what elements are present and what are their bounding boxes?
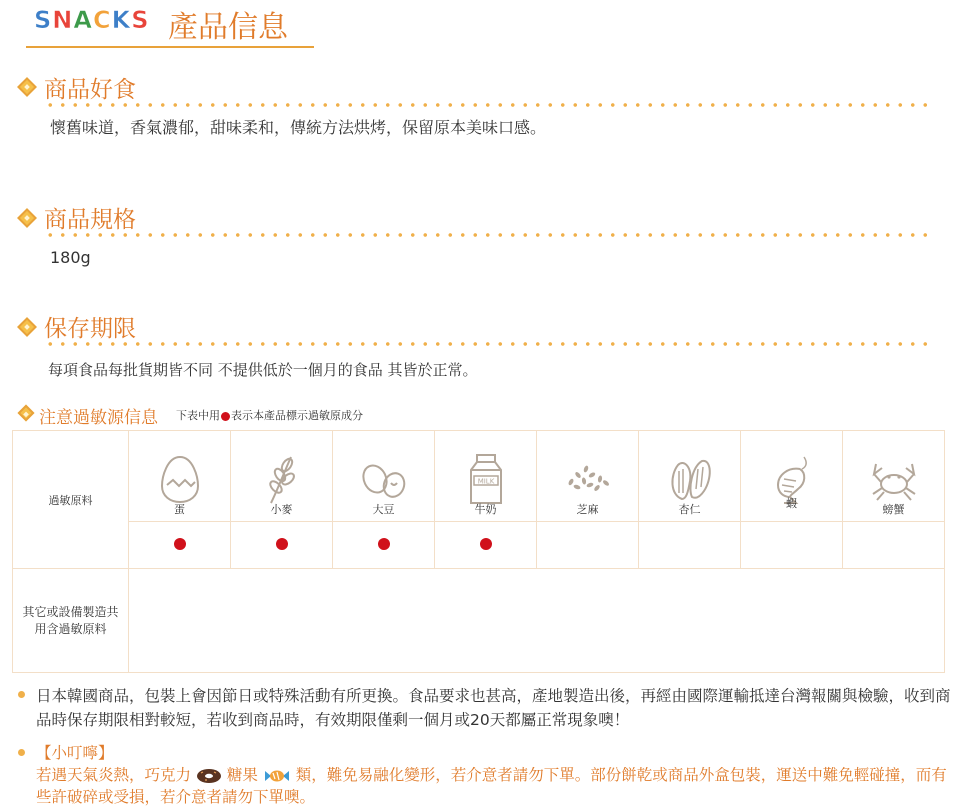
allergen-mark-shrimp bbox=[741, 522, 843, 569]
allergen-name: 小麥 bbox=[270, 503, 293, 516]
logo-letter: K bbox=[111, 6, 132, 34]
soybean-icon bbox=[358, 453, 410, 505]
reminder-part3: 類，難免易融化變形，若介意者請勿下單。部份餅乾或商品外盒包裝，運送中難免輕碰撞，而有些許破碎或受損，若介意者請勿下單噢。 bbox=[36, 766, 947, 806]
snacks-logo bbox=[34, 6, 150, 34]
logo-letter: N bbox=[52, 6, 74, 34]
allergy-legend bbox=[176, 407, 363, 423]
dotted-divider bbox=[44, 103, 928, 107]
allergen-cell-almond bbox=[639, 431, 741, 522]
row-label-shared-equipment: 其它或設備製造共用含過敏原料 bbox=[13, 569, 129, 673]
allergen-cell-crab bbox=[843, 431, 945, 522]
shared-equipment-cell bbox=[129, 569, 945, 673]
red-dot-icon bbox=[378, 538, 390, 550]
reminder-part1: 若遇天氣炎熱，巧克力 bbox=[36, 766, 192, 784]
import-note: 日本韓國商品，包裝上會因節日或特殊活動有所更換。食品要求也甚高，產地製造出後，再經由國際運輸抵達台灣報關與檢驗，收到商品時保存期限相對較短，若收到商品時，有效期限僅剩一個月或20天都屬正常現象噢！ bbox=[36, 687, 951, 729]
red-dot-icon bbox=[480, 538, 492, 550]
section-body-spec: 180g bbox=[50, 248, 91, 267]
milk-label: MILK bbox=[477, 477, 494, 486]
dotted-divider bbox=[44, 233, 928, 237]
allergen-cell-egg bbox=[129, 431, 231, 522]
allergy-legend-after: 表示本產品標示過敏原成分 bbox=[231, 409, 363, 422]
diamond-bullet-icon bbox=[17, 77, 37, 97]
diamond-bullet-icon bbox=[18, 405, 35, 422]
almond-icon bbox=[664, 453, 716, 505]
logo-letter: C bbox=[92, 6, 112, 34]
note-bullet bbox=[18, 691, 25, 698]
allergen-cell-milk bbox=[435, 431, 537, 522]
allergen-mark-crab bbox=[843, 522, 945, 569]
red-dot-icon bbox=[276, 538, 288, 550]
allergen-mark-milk bbox=[435, 522, 537, 569]
allergen-cell-wheat bbox=[231, 431, 333, 522]
crab-icon bbox=[868, 456, 920, 502]
section-title-shelf-life: 保存期限 bbox=[44, 316, 136, 342]
allergen-name: 芝麻 bbox=[576, 503, 599, 516]
section-title-spec: 商品規格 bbox=[44, 207, 136, 233]
section-body-shelf-life: 每項食品每批貨期皆不同 不提供低於一個月的食品 其皆於正常。 bbox=[48, 361, 478, 379]
allergy-title: 注意過敏源信息 bbox=[39, 408, 158, 428]
reminder-part2: 糖果 bbox=[226, 766, 258, 784]
reminder-title: 【小叮嚀】 bbox=[36, 744, 114, 762]
allergen-mark-wheat bbox=[231, 522, 333, 569]
allergen-name: 蝦 bbox=[786, 497, 797, 510]
section-body-good-food: 懷舊味道，香氣濃郁，甜味柔和，傳統方法烘烤，保留原本美味口感。 bbox=[50, 118, 547, 137]
allergy-legend-before: 下表中用 bbox=[176, 409, 220, 422]
allergen-mark-soybean bbox=[333, 522, 435, 569]
allergen-cell-sesame bbox=[537, 431, 639, 522]
candy-icon bbox=[263, 769, 291, 783]
milk-icon bbox=[465, 452, 507, 506]
red-dot-icon bbox=[221, 412, 230, 421]
logo-letter: A bbox=[73, 6, 93, 34]
page-title: 產品信息 bbox=[168, 10, 288, 45]
dotted-divider bbox=[44, 342, 928, 346]
allergen-name: 蛋 bbox=[174, 503, 185, 516]
note-bullet bbox=[18, 749, 25, 756]
row-label-allergens: 過敏原料 bbox=[13, 431, 129, 569]
chocolate-donut-icon bbox=[196, 768, 222, 784]
allergen-mark-egg bbox=[129, 522, 231, 569]
logo-letter: S bbox=[131, 6, 150, 34]
sesame-icon bbox=[562, 453, 614, 505]
allergen-name: 杏仁 bbox=[678, 503, 701, 516]
allergen-cell-soybean bbox=[333, 431, 435, 522]
wheat-icon bbox=[261, 453, 303, 505]
diamond-bullet-icon bbox=[17, 208, 37, 228]
allergen-name: 牛奶 bbox=[474, 503, 497, 516]
egg-icon bbox=[159, 453, 201, 505]
allergen-mark-sesame bbox=[537, 522, 639, 569]
allergen-mark-almond bbox=[639, 522, 741, 569]
allergen-cell-shrimp bbox=[741, 431, 843, 522]
reminder-note bbox=[36, 742, 956, 808]
section-title-good-food: 商品好食 bbox=[44, 77, 136, 103]
logo-letter: S bbox=[34, 6, 53, 34]
red-dot-icon bbox=[174, 538, 186, 550]
diamond-bullet-icon bbox=[17, 317, 37, 337]
allergen-name: 螃蟹 bbox=[882, 503, 905, 516]
allergen-table bbox=[12, 430, 945, 673]
allergen-name: 大豆 bbox=[372, 503, 395, 516]
